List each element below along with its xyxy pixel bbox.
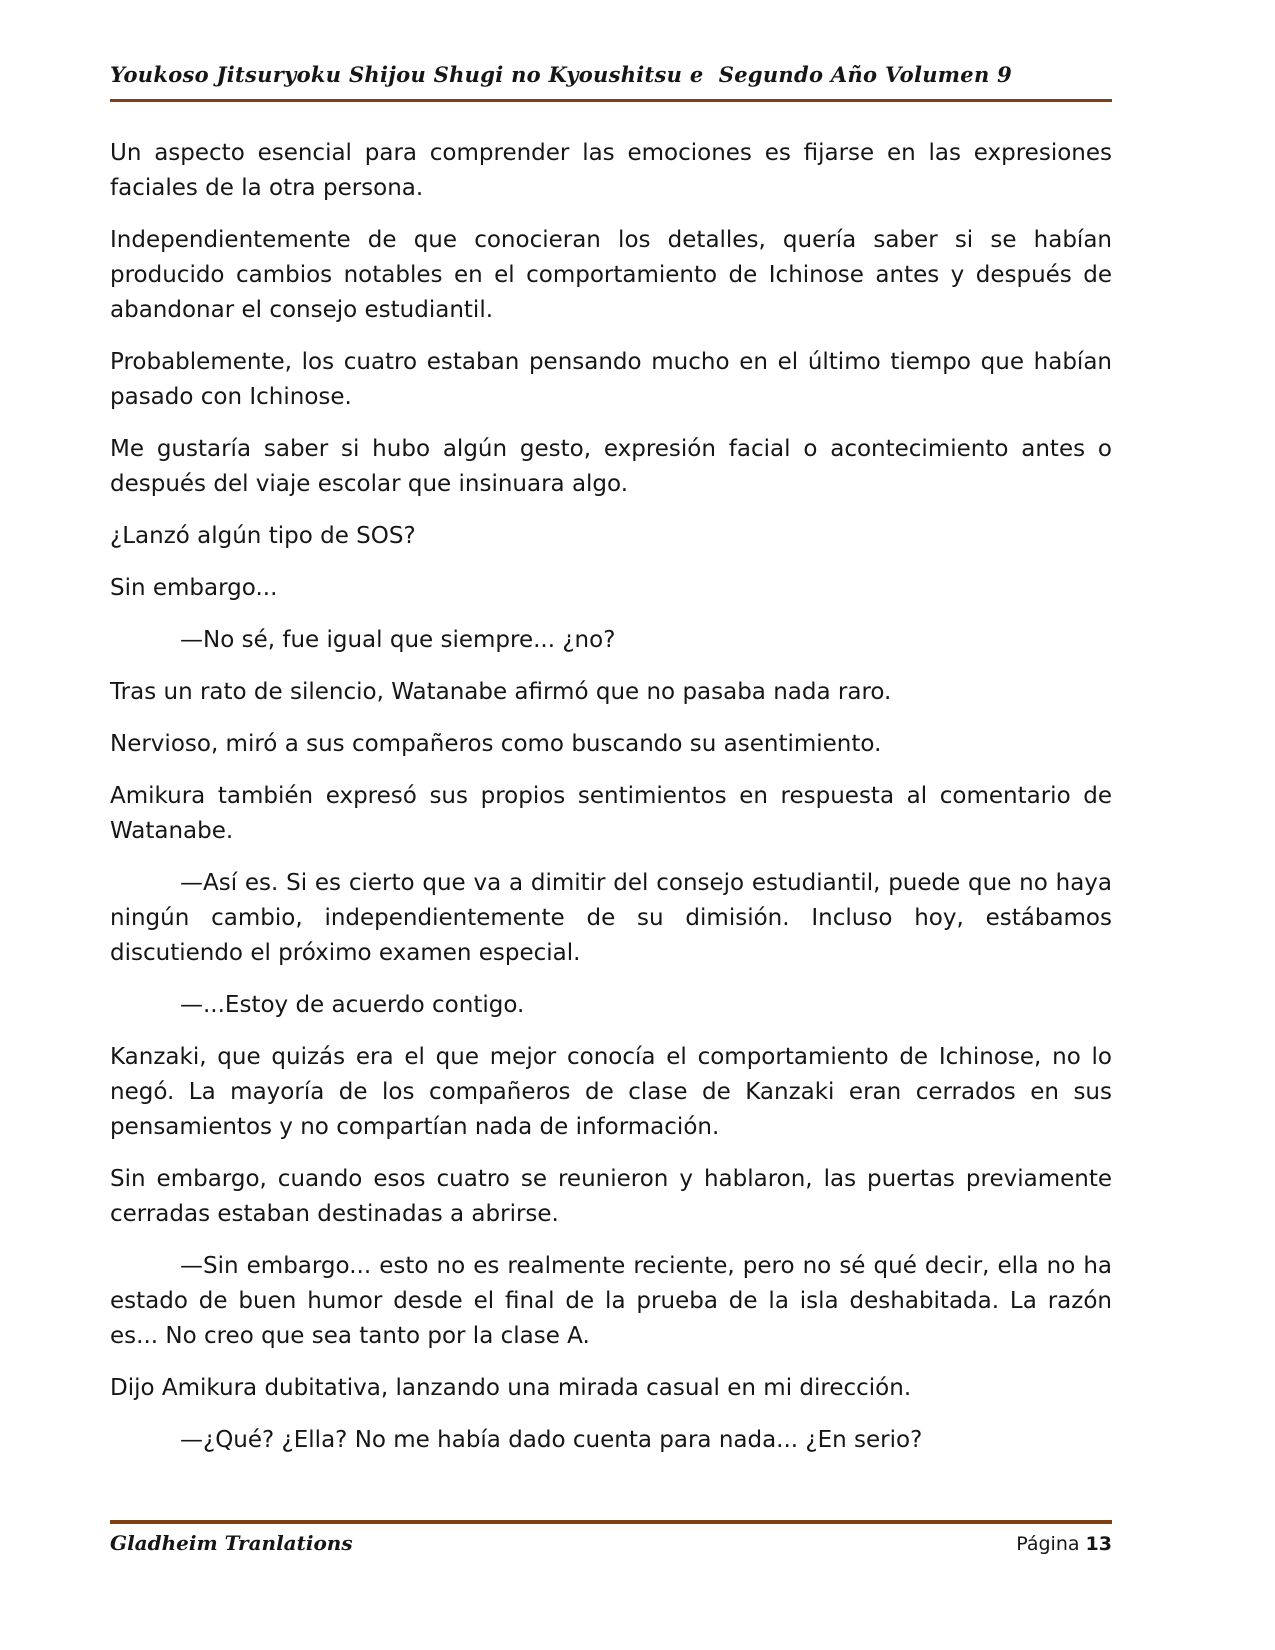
dialogue-paragraph: —¿Qué? ¿Ella? No me había dado cuenta para nada... ¿En serio? bbox=[180, 1427, 923, 1453]
dialogue-paragraph: —Sin embargo... esto no es realmente reciente, pero no sé qué decir, ella no ha estado de buen humor desde el final de la prueba de la isla deshabitada. La razón es... No creo que sea tanto por la clase A. bbox=[110, 1253, 1112, 1349]
paragraph: Kanzaki, que quizás era el que mejor conocía el comportamiento de Ichinose, no lo negó. La mayoría de los compañeros de clase de Kanzaki eran cerrados en sus pensamientos y no compartían nada de información. bbox=[110, 1044, 1112, 1140]
footer-page-number: 13 bbox=[1085, 1533, 1112, 1555]
footer-translator-credit: Gladheim Tranlations bbox=[110, 1531, 353, 1555]
dialogue-paragraph: —No sé, fue igual que siempre... ¿no? bbox=[180, 627, 616, 653]
dialogue-paragraph: —Así es. Si es cierto que va a dimitir del consejo estudiantil, puede que no haya ningún cambio, independientemente de su dimisión. Incluso hoy, estábamos discutiendo el próximo examen especial. bbox=[110, 870, 1112, 966]
paragraph: Amikura también expresó sus propios sentimientos en respuesta al comentario de Watanabe. bbox=[110, 783, 1112, 844]
paragraph: Me gustaría saber si hubo algún gesto, expresión facial o acontecimiento antes o después del viaje escolar que insinuara algo. bbox=[110, 436, 1112, 497]
paragraph: Un aspecto esencial para comprender las emociones es fijarse en las expresiones faciales de la otra persona. bbox=[110, 140, 1112, 201]
paragraph: ¿Lanzó algún tipo de SOS? bbox=[110, 523, 416, 549]
footer-page-indicator bbox=[1016, 1533, 1112, 1555]
paragraph: Independientemente de que conocieran los detalles, quería saber si se habían producido cambios notables en el comportamiento de Ichinose antes y después de abandonar el consejo estudiantil. bbox=[110, 227, 1112, 323]
paragraph: Probablemente, los cuatro estaban pensando mucho en el último tiempo que habían pasado con Ichinose. bbox=[110, 349, 1112, 410]
header-title: Youkoso Jitsuryoku Shijou Shugi no Kyoushitsu e Segundo Año Volumen 9 bbox=[110, 62, 1013, 87]
page-header bbox=[110, 62, 1112, 102]
dialogue-paragraph: —...Estoy de acuerdo contigo. bbox=[180, 992, 525, 1018]
paragraph: Nervioso, miró a sus compañeros como buscando su asentimiento. bbox=[110, 731, 882, 757]
paragraph: Dijo Amikura dubitativa, lanzando una mirada casual en mi dirección. bbox=[110, 1375, 912, 1401]
footer-page-label: Página bbox=[1016, 1533, 1086, 1555]
page-footer bbox=[110, 1520, 1112, 1555]
body-paragraphs bbox=[110, 136, 1112, 1475]
paragraph: Sin embargo... bbox=[110, 575, 278, 601]
paragraph: Tras un rato de silencio, Watanabe afirmó que no pasaba nada raro. bbox=[110, 679, 892, 705]
paragraph: Sin embargo, cuando esos cuatro se reunieron y hablaron, las puertas previamente cerradas estaban destinadas a abrirse. bbox=[110, 1166, 1112, 1227]
